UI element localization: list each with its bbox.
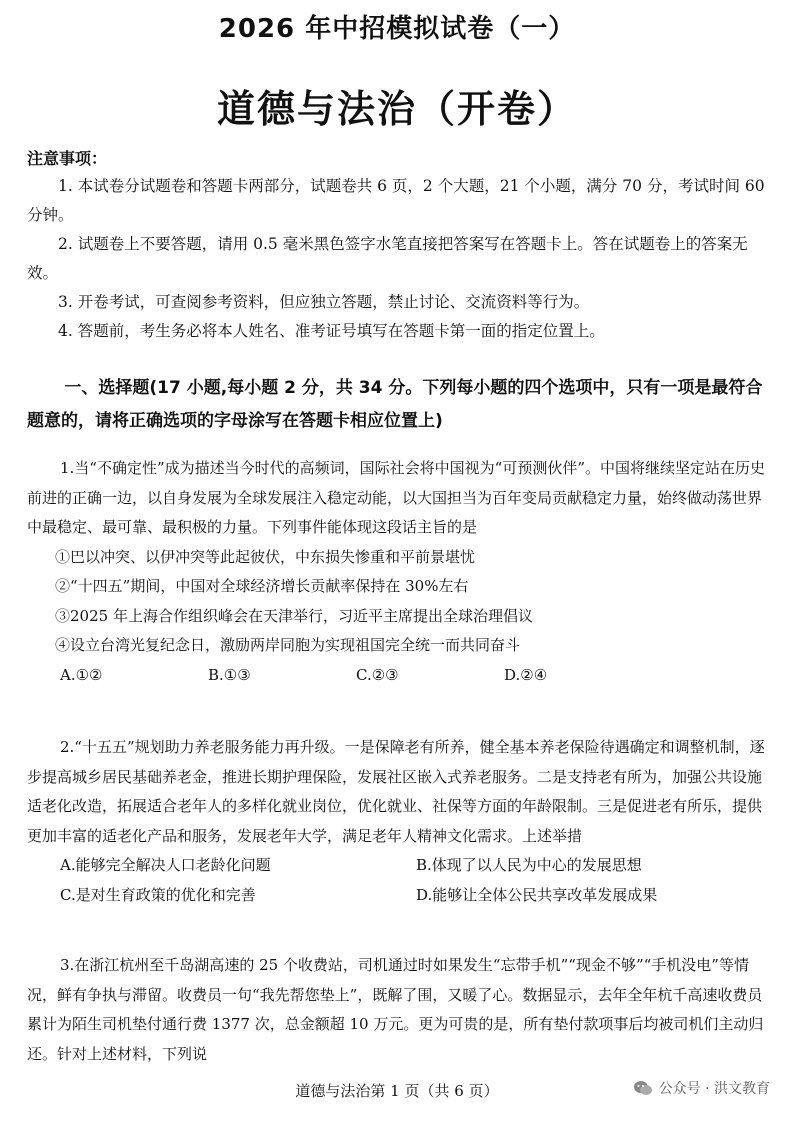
answer-options bbox=[27, 851, 772, 881]
watermark bbox=[633, 1078, 770, 1098]
statement-item: ②“十四五”期间，中国对全球经济增长贡献率保持在 30%左右 bbox=[55, 577, 469, 595]
statement-item: ④设立台湾光复纪念日，激励两岸同胞为实现祖国完全统一而共同奋斗 bbox=[55, 636, 521, 654]
answer-options bbox=[27, 661, 772, 691]
question-2 bbox=[27, 733, 772, 910]
notice-item: 1. 本试卷分试题卷和答题卡两部分，试题卷共 6 页，2 个大题，21 个小题，满分 70 分，考试时间 60 分钟。 bbox=[27, 177, 765, 224]
subject-title: 道德与法治（开卷） bbox=[216, 87, 577, 131]
wechat-icon bbox=[633, 1079, 653, 1097]
notice-list bbox=[27, 172, 772, 346]
question-3 bbox=[27, 951, 772, 1069]
question-stem: 3.在浙江杭州至千岛湖高速的 25 个收费站，司机通过时如果发生“忘带手机”“现金不够”“手机没电”等情况，鲜有争执与滞留。收费员一句“我先帮您垫上”，既解了围，又暖了心。数据显示，去年全年杭千高速收费员累计为陌生司机垫付通行费 1377 次，总金额超 10 万元。更为可贵的是，所有垫付款项事后均被司机们主动归还。针对上述材料，下列说 bbox=[27, 956, 764, 1063]
question-1 bbox=[27, 454, 772, 690]
question-stem: 1.当“不确定性”成为描述当今时代的高频词，国际社会将中国视为“可预测伙伴”。中国将继续坚定站在历史前进的正确一边，以自身发展为全球发展注入稳定动能，以大国担当为百年变局贡献稳定力量，始终做动荡世界中最稳定、最可靠、最积极的力量。下列事件能体现这段话主旨的是 bbox=[27, 459, 765, 536]
option-c: C.是对生育政策的优化和完善 bbox=[60, 885, 256, 904]
answer-options bbox=[27, 881, 772, 911]
option-d: D.②④ bbox=[504, 665, 548, 684]
section-heading: 一、选择题(17 小题,每小题 2 分，共 34 分。下列每小题的四个选项中，只有一项是最符合题意的，请将正确选项的字母涂写在答题卡相应位置上) bbox=[27, 378, 763, 431]
option-b: B.体现了以人民为中心的发展思想 bbox=[416, 856, 642, 874]
option-a: A.能够完全解决人口老龄化问题 bbox=[60, 856, 271, 874]
option-d: D.能够让全体公民共享改革发展成果 bbox=[416, 885, 658, 904]
option-a: A.①② bbox=[60, 665, 103, 684]
statement-item: ③2025 年上海合作组织峰会在天津举行，习近平主席提出全球治理倡议 bbox=[55, 606, 533, 625]
notice-item: 3. 开卷考试，可查阅参考资料，但应独立答题，禁止讨论、交流资料等行为。 bbox=[58, 293, 590, 311]
option-c: C.②③ bbox=[356, 665, 399, 684]
notice-item: 2. 试题卷上不要答题，请用 0.5 毫米黑色签字水笔直接把答案写在答题卡上。答在试题卷上的答案无效。 bbox=[27, 235, 748, 282]
page-footer: 道德与法治第 1 页（共 6 页） bbox=[295, 1082, 499, 1100]
question-stem: 2.“十五五”规划助力养老服务能力再升级。一是保障老有所养，健全基本养老保险待遇确定和调整机制，逐步提高城乡居民基础养老金，推进长期护理保险，发展社区嵌入式养老服务。二是支持老有所为，加强公共设施适老化改造，拓展适合老年人的多样化就业岗位，优化就业、社保等方面的年龄限制。三是促进老有所乐，提供更加丰富的适老化产品和服务，发展老年大学，满足老年人精神文化需求。上述举措 bbox=[27, 738, 765, 845]
notice-item: 4. 答题前，考生务必将本人姓名、准考证号填写在答题卡第一面的指定位置上。 bbox=[58, 322, 605, 340]
exam-title: 2026 年中招模拟试卷（一） bbox=[218, 14, 576, 44]
statement-item: ①巴以冲突、以伊冲突等此起彼伏，中东损失惨重和平前景堪忧 bbox=[55, 547, 476, 566]
option-b: B.①③ bbox=[208, 665, 251, 684]
watermark-text: 公众号 · 洪文教育 bbox=[658, 1081, 770, 1097]
notice-heading: 注意事项： bbox=[27, 149, 108, 168]
